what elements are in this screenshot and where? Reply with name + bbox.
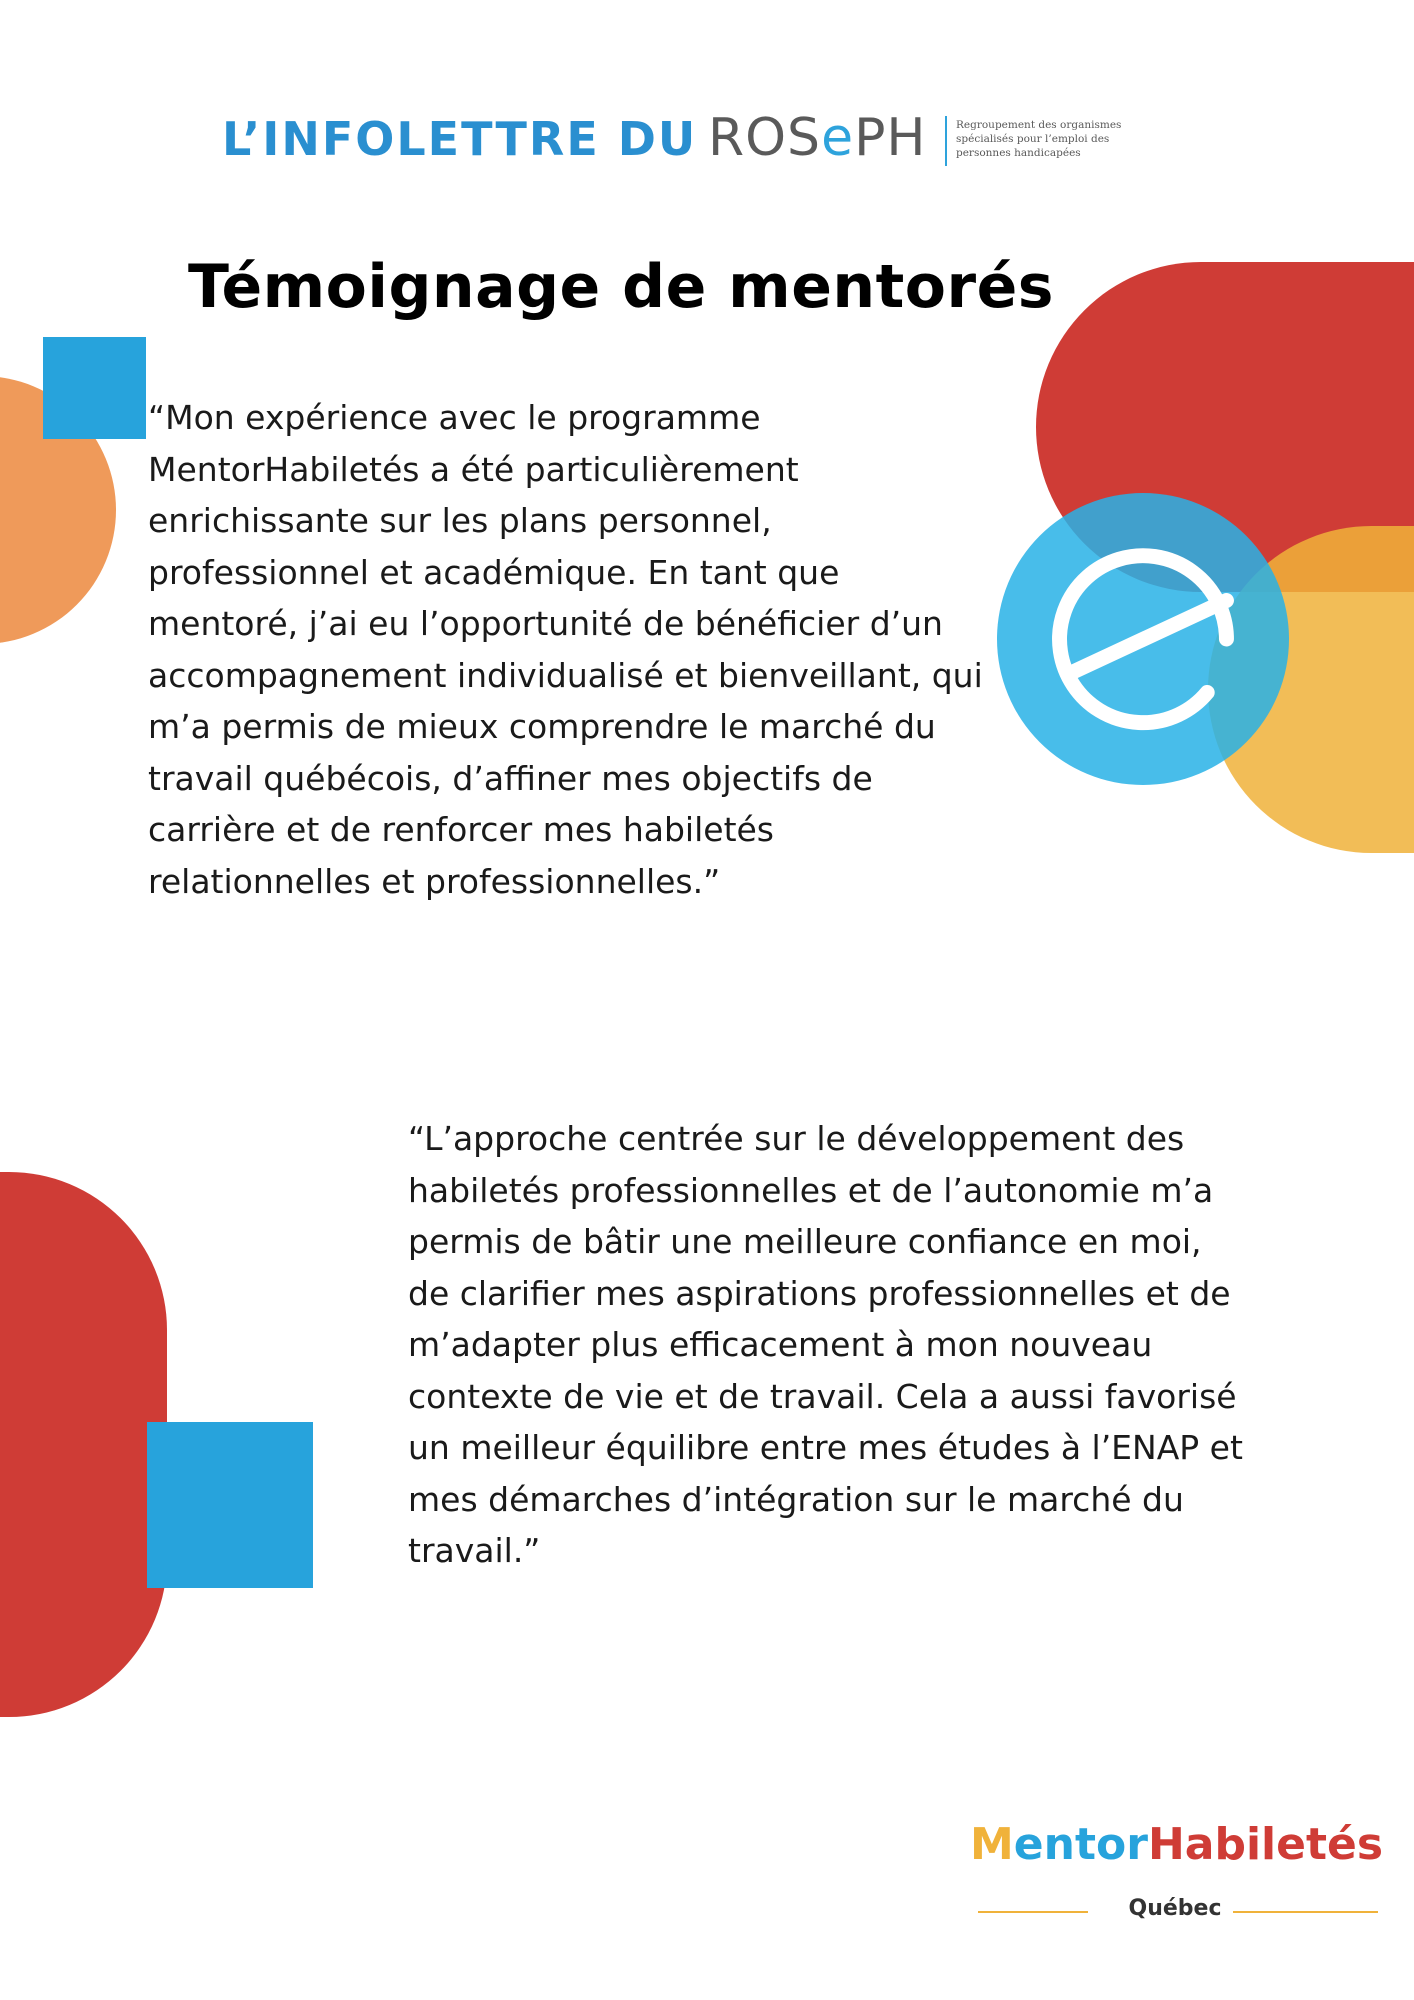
mentorhabiletes-logo xyxy=(970,1818,1390,1928)
roseph-logo-wordmark: ROSePH xyxy=(708,108,927,168)
newsletter-header-title: L’INFOLETTRE DU xyxy=(222,112,698,166)
logo-subtitle: Québec xyxy=(1128,1896,1222,1921)
decorative-blue-square xyxy=(43,337,146,439)
decorative-red-bottom-shape xyxy=(0,1172,167,1717)
roseph-logo xyxy=(708,104,1148,174)
stylized-e-icon xyxy=(1036,532,1250,746)
page-title: Témoignage de mentorés xyxy=(188,252,1054,322)
testimonial-quote-2: “L’approche centrée sur le développement des habiletés professionnelles et de l’autonomie m’a permis de bâtir une meilleure confiance en moi, de clarifier mes aspirations professionnelles et de m’adapter plus efficacement à mon nouveau contexte de vie et de travail. Cela a aussi favorisé un meilleur équilibre entre mes études à l’ENAP et mes démarches d’intégration sur le marché du travail.” xyxy=(408,1119,1243,1570)
roseph-logo-divider xyxy=(945,116,947,166)
testimonial-quote-1: “Mon expérience avec le programme MentorHabiletés a été particulièrement enrichissante sur les plans personnel, professionnel et académique. En tant que mentoré, j’ai eu l’opportunité de bénéficier d’un accompagnement individualisé et bienveillant, qui m’a permis de mieux comprendre le marché du travail québécois, d’affiner mes objectifs de carrière et de renforcer mes habiletés relationnelles et professionnelles.” xyxy=(148,398,983,901)
roseph-logo-tagline: Regroupement des organismes spécialisés pour l’emploi des personnes handicapées xyxy=(956,119,1122,159)
decorative-blue-square-bottom xyxy=(147,1422,313,1588)
mentorhabiletes-wordmark: MentorHabiletés xyxy=(970,1819,1384,1870)
